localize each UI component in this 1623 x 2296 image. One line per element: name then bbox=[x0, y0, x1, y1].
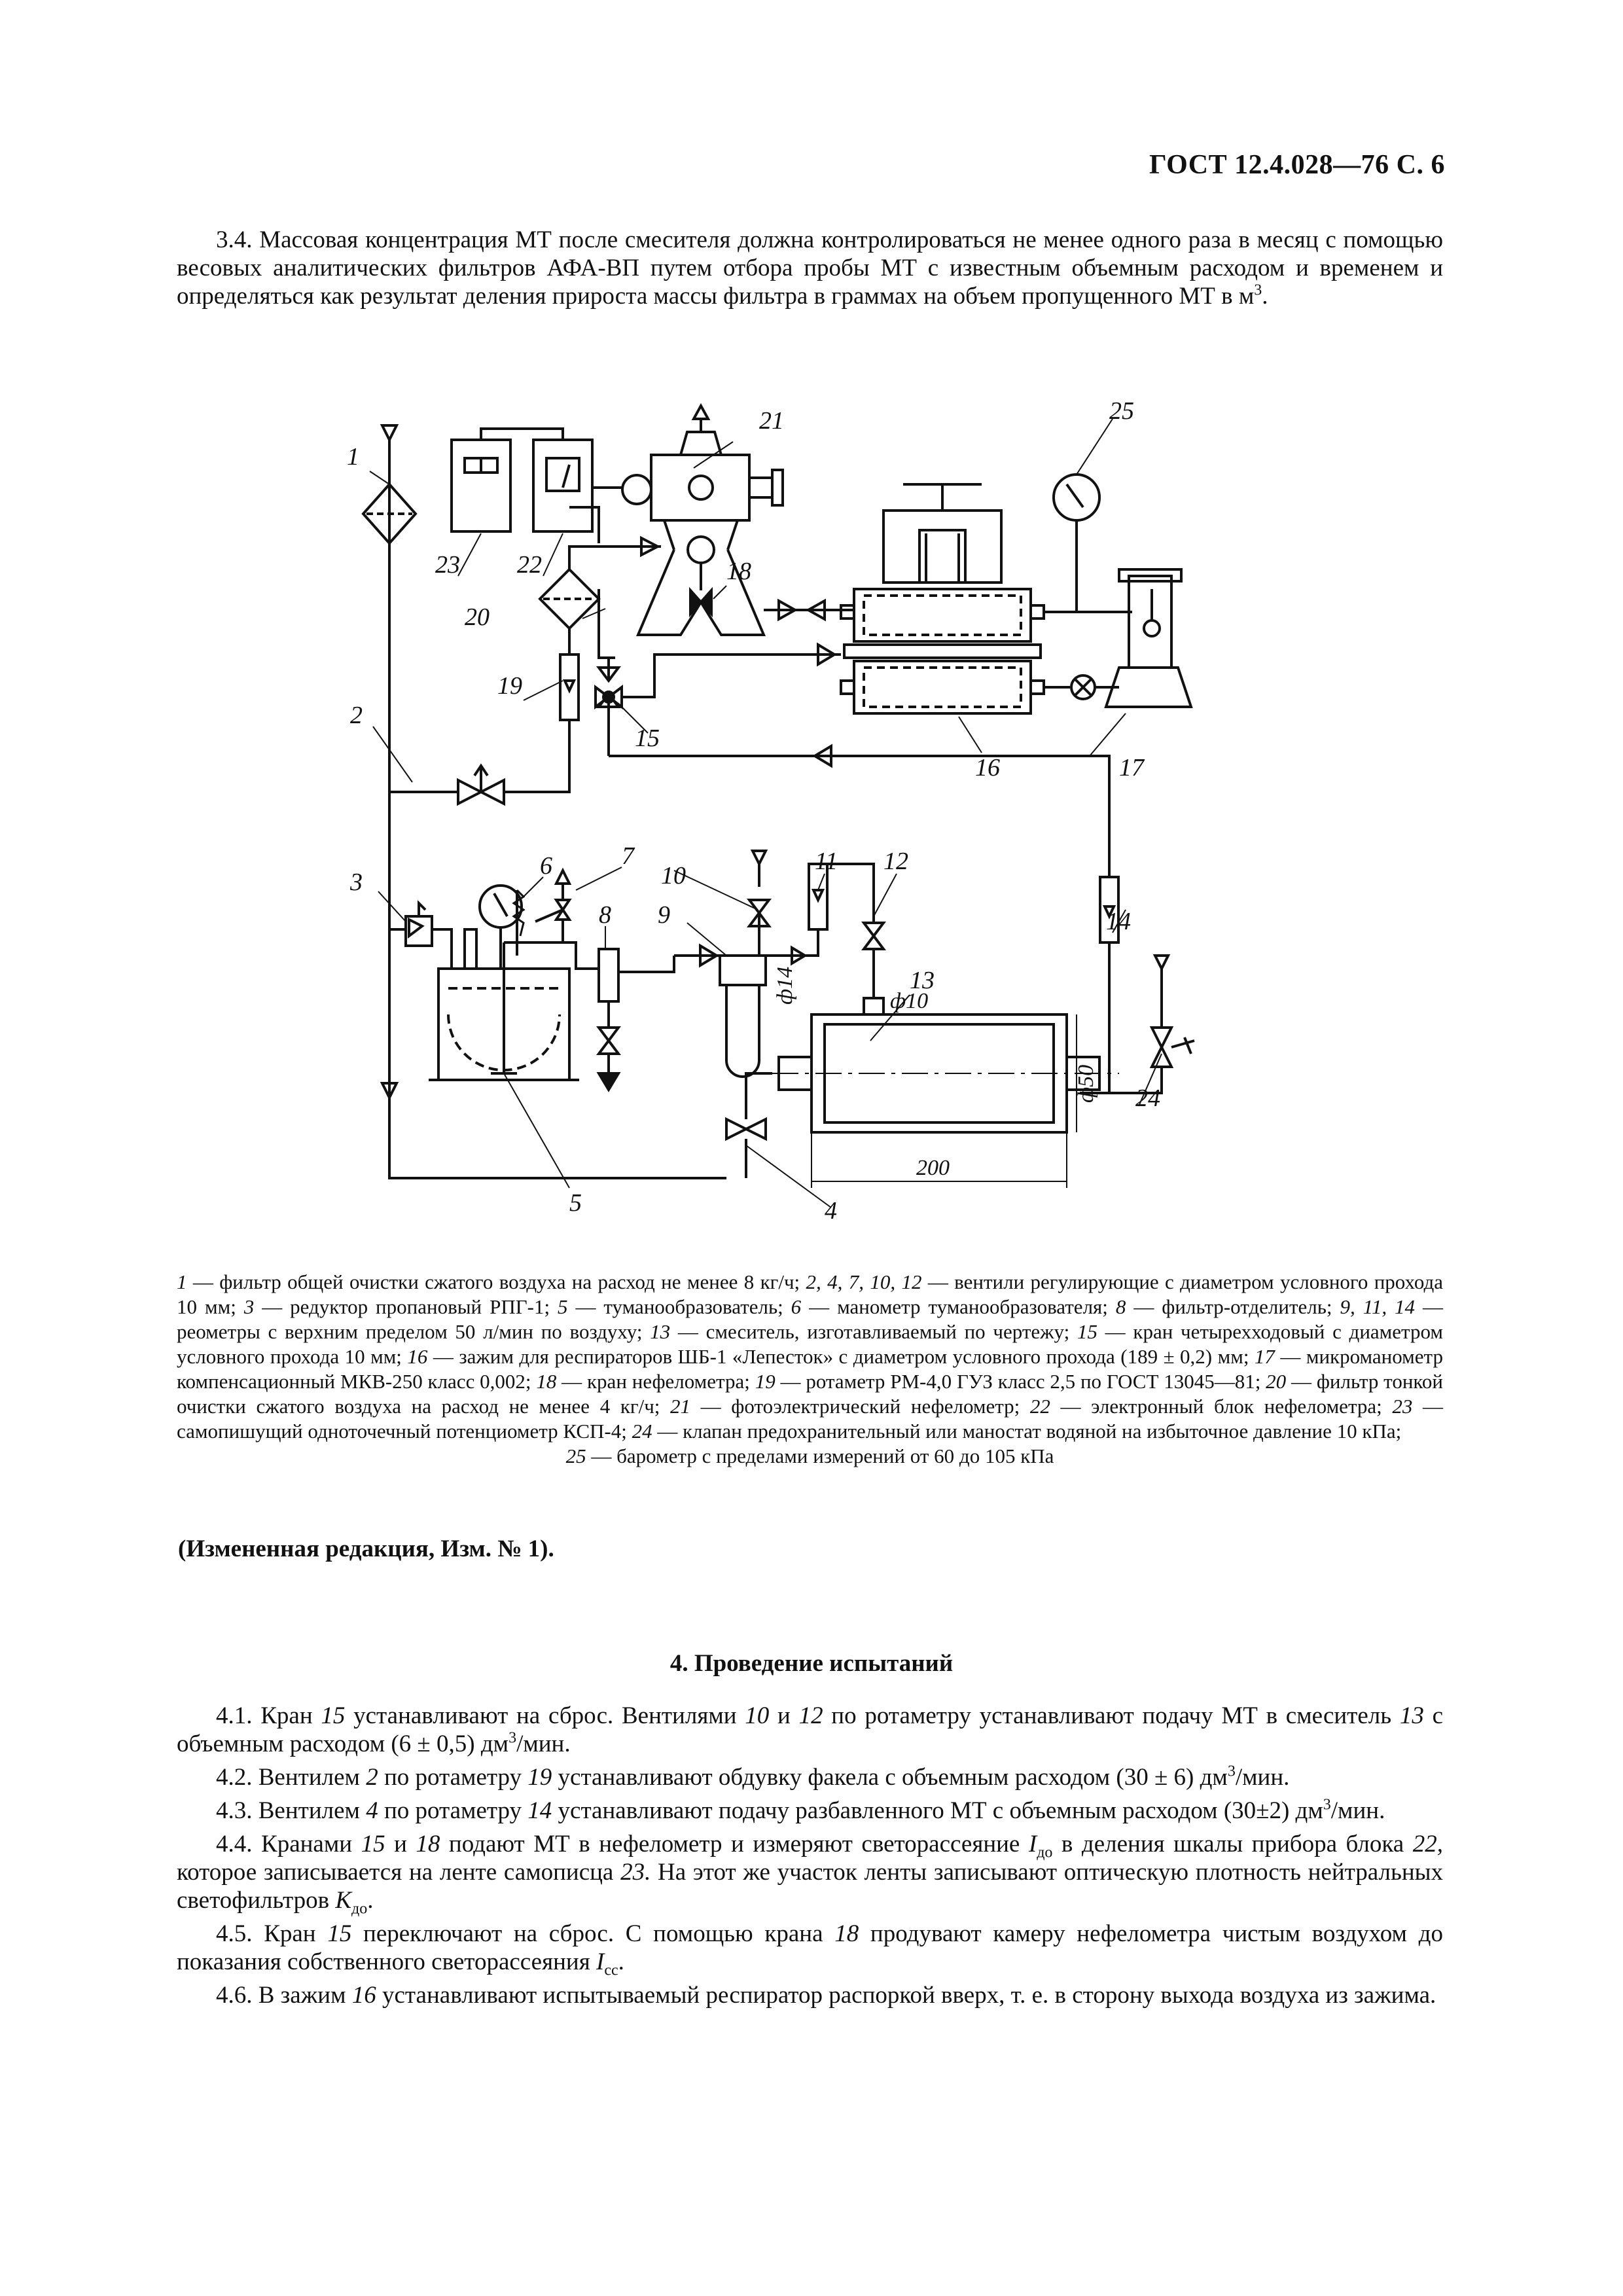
diagram-label: 25 bbox=[1109, 397, 1134, 425]
paragraph-3-4: 3.4. Массовая концентрация МТ после смесителя должна контролироваться не менее одного раза в месяц с помощью весовых аналитических фильтров АФА-ВП путем отбора пробы МТ с известным объемным расходом и временем и определяться как результат деления прироста массы фильтра в граммах на объем пропущенного МТ в $м^3$. bbox=[177, 226, 1443, 310]
diagram-label: 2 bbox=[350, 702, 363, 729]
diagram-label: 3 bbox=[350, 869, 363, 896]
diagram-label: 19 bbox=[497, 672, 522, 700]
amendment-note: (Измененная редакция, Изм. № 1). bbox=[178, 1535, 554, 1562]
diagram-label: 1 bbox=[347, 443, 359, 471]
diagram-label: 18 bbox=[726, 558, 751, 585]
dim-d50: ф50 bbox=[1074, 1064, 1098, 1103]
diagram-label: 20 bbox=[465, 603, 490, 631]
diagram-label: 10 bbox=[661, 862, 686, 889]
diagram-label: 15 bbox=[635, 725, 660, 752]
dim-d10: ф10 bbox=[890, 989, 929, 1013]
step-4-4: 4.4. Кранами 15 и 18 подают МТ в нефелометр и измеряют светорассеяние $I_{до}$ в деления шкалы прибора блока 22, которое записывается на ленте самописца 23. На этот же участок ленты записывают оптическую плотность нейтральных светофильтров $K_{до}$. bbox=[177, 1831, 1443, 1918]
diagram-label: 11 bbox=[815, 848, 838, 875]
test-setup-diagram bbox=[308, 393, 1263, 1230]
step-4-1: 4.1. Кран 15 устанавливают на сброс. Вентилями 10 и 12 по ротаметру устанавливают подачу МТ в смеситель 13 с объемным расходом (6 ± 0,5) $дм^3$/мин. bbox=[177, 1702, 1443, 1757]
step-4-6: 4.6. В зажим 16 устанавливают испытываемый респиратор распоркой вверх, т. е. в сторону выхода воздуха из зажима. bbox=[216, 1982, 1436, 2009]
diagram-label: 8 bbox=[599, 901, 611, 929]
diagram-label: 12 bbox=[883, 848, 908, 875]
figure-legend: 1 — фильтр общей очистки сжатого воздуха на расход не менее 8 кг/ч; 2, 4, 7, 10, 12 — вентили регулирующие с диаметром условного прохода 10 мм; 3 — редуктор пропановый РПГ-1; 5 — туманообразователь; 6 — манометр туманообразователя; 8 — фильтр-отделитель; 9, 11, 14 — реометры с верхним пределом 50 л/мин по воздуху; 13 — смеситель, изготавливаемый по чертежу; 15 — кран четырехходовый с диаметром условного прохода 10 мм; 16 — зажим для респираторов ШБ-1 «Лепесток» с диаметром условного прохода (189 ± 0,2) мм; 17 — микроманометр компенсационный МКВ-250 класс 0,002; 18 — кран нефелометра; 19 — ротаметр РМ-4,0 ГУЗ класс 2,5 по ГОСТ 13045—81; 20 — фильтр тонкой очистки сжатого воздуха на расход не менее 4 кг/ч; 21 — фотоэлектрический нефелометр; 22 — электронный блок нефелометра; 23 — самопишущий одноточечный потенциометр КСП-4; 24 — клапан предохранительный или маностат водяной на избыточное давление 10 кПа; 25 — барометр с пределами измерений от 60 до 105 кПа bbox=[177, 1270, 1444, 1467]
diagram-label: 5 bbox=[569, 1189, 582, 1217]
step-4-5: 4.5. Кран 15 переключают на сброс. С помощью крана 18 продувают камеру нефелометра чистым воздухом до показания собственного светорассеяния $I_{сс}$. bbox=[177, 1920, 1443, 1979]
dim-d14: ф14 bbox=[773, 966, 797, 1005]
steps-section bbox=[177, 1702, 1443, 2015]
diagram-label: 21 bbox=[759, 407, 784, 435]
step-4-3: 4.3. Вентилем 4 по ротаметру 14 устанавливают подачу разбавленного МТ с объемным расходом (30±2) $дм^3$/мин. bbox=[216, 1796, 1385, 1824]
diagram-label: 23 bbox=[435, 551, 460, 579]
diagram-label: 16 bbox=[975, 754, 1000, 781]
diagram-label: 4 bbox=[825, 1197, 837, 1225]
diagram-label: 6 bbox=[540, 852, 552, 880]
diagram-label: 9 bbox=[658, 901, 670, 929]
page-header: ГОСТ 12.4.028—76 С. 6 bbox=[1149, 150, 1445, 180]
section-title: 4. Проведение испытаний bbox=[669, 1650, 954, 1677]
diagram-label: 22 bbox=[517, 551, 542, 579]
diagram-label: 7 bbox=[622, 842, 634, 870]
legend-last-line: 25 — барометр с пределами измерений от 60 до 105 кПа bbox=[565, 1444, 1054, 1467]
dim-length: 200 bbox=[916, 1156, 950, 1180]
diagram-label: 17 bbox=[1119, 754, 1144, 781]
step-4-2: 4.2. Вентилем 2 по ротаметру 19 устанавливают обдувку факела с объемным расходом (30 ± 6) $дм^3$/мин. bbox=[216, 1763, 1290, 1791]
diagram-label: 14 bbox=[1106, 908, 1131, 935]
diagram-label: 13 bbox=[910, 967, 935, 994]
diagram-label: 24 bbox=[1135, 1085, 1160, 1112]
